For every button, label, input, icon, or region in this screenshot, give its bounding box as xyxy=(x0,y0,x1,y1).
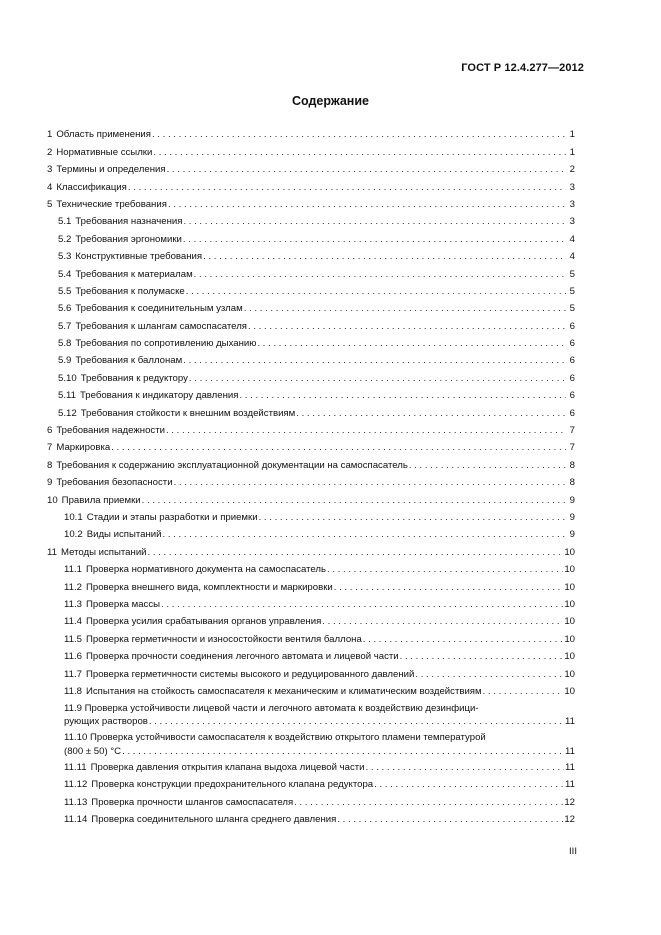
toc-entry-title: Конструктивные требования xyxy=(75,251,203,263)
toc-entry-page: 6 xyxy=(569,407,575,419)
toc-entry-title: Требования эргономики xyxy=(75,233,182,245)
toc-leader-dots xyxy=(111,442,566,454)
toc-entry-number: 11.3 xyxy=(64,598,82,610)
toc-entry-page: 10 xyxy=(564,581,575,593)
toc-entry-page: 12 xyxy=(564,796,575,808)
toc-entry-title: Требования безопасности xyxy=(56,477,173,489)
toc-entry[interactable] xyxy=(47,454,575,471)
toc-entry-title: Проверка нормативного документа на самоспасатель xyxy=(85,564,327,576)
toc-entry[interactable] xyxy=(47,809,575,826)
toc-entry-page: 3 xyxy=(569,198,575,210)
toc-entry-page: 9 xyxy=(569,511,575,523)
toc-leader-dots xyxy=(239,390,566,402)
toc-entry-page: 10 xyxy=(564,564,575,576)
toc-entry[interactable] xyxy=(47,646,575,663)
toc-entry-title: Требования назначения xyxy=(75,216,183,228)
toc-entry-number: 3 xyxy=(47,164,53,176)
toc-entry-number: 7 xyxy=(47,442,53,454)
toc-entry[interactable] xyxy=(47,489,575,506)
toc-entry-page: 11 xyxy=(565,762,575,774)
toc-entry[interactable] xyxy=(47,246,575,263)
toc-entry-title: Область применения xyxy=(56,129,151,141)
toc-entry-number: 5.7 xyxy=(58,320,72,332)
toc-entry-page: 4 xyxy=(569,251,575,263)
toc-leader-dots xyxy=(296,408,566,420)
toc-entry-title: Проверка усилия срабатывания органов управления xyxy=(85,616,322,628)
toc-entry-number: 5.10 xyxy=(58,372,77,384)
toc-entry-number: 10.2 xyxy=(64,529,83,541)
toc-leader-dots xyxy=(366,762,564,774)
toc-entry-title: Проверка устойчивости самоспасателя к воздействию открытого пламени температурой xyxy=(89,732,486,744)
toc-entry-number: 11.11 xyxy=(64,762,87,774)
toc-entry[interactable] xyxy=(47,385,575,402)
toc-entry-number: 5 xyxy=(47,198,53,210)
toc-leader-dots xyxy=(142,495,566,507)
toc-entry-title: Проверка устойчивости лицевой части и легочного автомата к воздействию дезинфици- xyxy=(84,702,479,714)
toc-entry-page: 8 xyxy=(569,459,575,471)
toc-entry[interactable] xyxy=(47,281,575,298)
toc-entry[interactable] xyxy=(47,472,575,489)
toc-leader-dots xyxy=(183,216,566,228)
toc-entry-number: 11.1 xyxy=(64,564,82,576)
toc-entry-line xyxy=(47,727,575,744)
toc-entry-number: 11.12 xyxy=(64,779,88,791)
toc-entry[interactable] xyxy=(47,350,575,367)
toc-entry-page: 5 xyxy=(569,303,575,315)
toc-entry[interactable] xyxy=(47,263,575,280)
toc-entry-page: 10 xyxy=(564,616,575,628)
toc-entry-number: 5.12 xyxy=(58,407,77,419)
toc-entry[interactable] xyxy=(47,727,575,756)
toc-entry-number: 5.3 xyxy=(58,251,72,263)
toc-entry[interactable] xyxy=(47,194,575,211)
toc-leader-dots xyxy=(203,251,566,263)
toc-entry-line xyxy=(47,745,575,757)
toc-entry-title-line1 xyxy=(64,727,575,744)
toc-entry-page: 10 xyxy=(564,633,575,645)
toc-entry-line xyxy=(47,698,575,715)
toc-entry-page: 5 xyxy=(569,268,575,280)
toc-leader-dots xyxy=(363,634,564,646)
toc-entry-number: 11.5 xyxy=(64,633,82,645)
toc-entry-title: Классификация xyxy=(56,181,127,193)
toc-entry-title: Проверка соединительного шланга среднего давления xyxy=(91,814,337,826)
toc-leader-dots xyxy=(166,425,566,437)
toc-entry-title: Требования к материалам xyxy=(75,268,193,280)
toc-leader-dots xyxy=(374,779,564,791)
toc-entry-number: 4 xyxy=(47,181,53,193)
toc-entry[interactable] xyxy=(47,594,575,611)
toc-entry-number: 5.8 xyxy=(58,338,72,350)
toc-leader-dots xyxy=(152,129,566,141)
toc-entry-page: 2 xyxy=(569,164,575,176)
toc-leader-dots xyxy=(337,814,563,826)
toc-leader-dots xyxy=(148,547,564,559)
toc-entry-title: Требования по сопротивлению дыханию xyxy=(75,338,257,350)
toc-entry-number: 11 xyxy=(47,546,57,558)
toc-leader-dots xyxy=(149,716,564,727)
toc-entry-page: 6 xyxy=(569,372,575,384)
toc-entry-number: 5.9 xyxy=(58,355,72,367)
toc-entry-title: Технические требования xyxy=(56,198,167,210)
toc-entry-title: Требования к полумаске xyxy=(75,285,185,297)
toc-entry-title: Методы испытаний xyxy=(60,546,147,558)
toc-leader-dots xyxy=(259,512,566,524)
toc-entry[interactable] xyxy=(47,611,575,628)
toc-entry[interactable] xyxy=(47,628,575,645)
toc-entry-number: 9 xyxy=(47,477,53,489)
toc-entry-title: Проверка прочности соединения легочного автомата и лицевой части xyxy=(85,651,399,663)
toc-entry[interactable] xyxy=(47,791,575,808)
toc-entry-number: 11.7 xyxy=(64,668,82,680)
toc-entry[interactable] xyxy=(47,774,575,791)
toc-entry[interactable] xyxy=(47,541,575,558)
toc-entry-number: 8 xyxy=(47,459,53,471)
toc-entry[interactable] xyxy=(47,211,575,228)
toc-entry-number: 11.13 xyxy=(64,796,88,808)
toc-entry-page: 7 xyxy=(569,425,575,437)
toc-entry-number: 5.2 xyxy=(58,233,72,245)
toc-entry-title: Виды испытаний xyxy=(86,529,162,541)
toc-entry-number: 11.9 xyxy=(64,702,85,714)
toc-leader-dots xyxy=(128,182,566,194)
toc-entry-page: 1 xyxy=(569,129,575,141)
toc-entry-title: Требования к шлангам самоспасателя xyxy=(75,320,247,332)
toc-entry-page: 6 xyxy=(569,355,575,367)
toc-entry-number: 11.4 xyxy=(64,616,82,628)
toc-entry-number: 11.6 xyxy=(64,651,82,663)
toc-entry-title-line1 xyxy=(64,698,575,715)
toc-entry-page: 8 xyxy=(569,477,575,489)
toc-entry[interactable] xyxy=(47,524,575,541)
toc-entry-number: 10.1 xyxy=(64,511,83,523)
toc-entry-title-line2: рующих растворов xyxy=(64,716,148,728)
toc-entry-title: Испытания на стойкость самоспасателя к механическим и климатическим воздействиям xyxy=(85,685,482,697)
toc-leader-dots xyxy=(322,616,563,628)
toc-entry-number: 5.6 xyxy=(58,303,72,315)
toc-leader-dots xyxy=(415,669,563,681)
toc-entry-page: 9 xyxy=(569,529,575,541)
toc-entry-title: Требования к редуктору xyxy=(80,372,188,384)
toc-leader-dots xyxy=(257,338,566,350)
toc-entry[interactable] xyxy=(47,298,575,315)
toc-leader-dots xyxy=(183,355,566,367)
toc-entry-title: Требования надежности xyxy=(56,425,165,437)
toc-entry-number: 11.2 xyxy=(64,581,82,593)
toc-entry-page: 10 xyxy=(564,651,575,663)
toc-leader-dots xyxy=(168,199,566,211)
toc-entry-page: 6 xyxy=(569,338,575,350)
document-code: ГОСТ Р 12.4.277—2012 xyxy=(461,62,584,74)
toc-leader-dots xyxy=(183,234,566,246)
toc-entry-title: Проверка прочности шлангов самоспасателя xyxy=(91,796,294,808)
toc-leader-dots xyxy=(409,460,566,472)
toc-leader-dots xyxy=(153,147,566,159)
toc-entry-title: Требования к содержанию эксплуатационной документации на самоспасатель xyxy=(56,459,408,471)
toc-entry-page: 10 xyxy=(564,598,575,610)
toc-leader-dots xyxy=(163,529,567,541)
toc-entry-page: 11 xyxy=(565,745,575,757)
toc-entry-page: 11 xyxy=(565,779,575,791)
toc-entry-title: Требования к индикатору давления xyxy=(79,390,239,402)
toc-entry-page: 5 xyxy=(569,285,575,297)
toc-entry[interactable] xyxy=(47,420,575,437)
toc-leader-dots xyxy=(244,303,566,315)
toc-entry-title: Правила приемки xyxy=(61,494,141,506)
toc-entry[interactable] xyxy=(47,681,575,698)
table-of-contents xyxy=(47,124,575,826)
toc-entry[interactable] xyxy=(47,333,575,350)
toc-leader-dots xyxy=(194,269,566,281)
toc-entry[interactable] xyxy=(47,141,575,158)
toc-entry-title: Нормативные ссылки xyxy=(56,146,153,158)
page-title: Содержание xyxy=(291,94,369,108)
toc-entry-page: 12 xyxy=(564,814,575,826)
toc-entry-title: Требования стойкости к внешним воздействиям xyxy=(80,407,296,419)
toc-entry-page: 10 xyxy=(564,668,575,680)
toc-leader-dots xyxy=(248,321,566,333)
toc-entry[interactable] xyxy=(47,402,575,419)
toc-entry-number: 11.10 xyxy=(64,732,90,744)
toc-entry-page: 3 xyxy=(569,216,575,228)
toc-entry[interactable] xyxy=(47,124,575,141)
toc-leader-dots xyxy=(334,582,564,594)
toc-entry-page: 10 xyxy=(564,685,575,697)
toc-entry-title: Проверка герметичности и износостойкости вентиля баллона xyxy=(85,633,362,645)
toc-entry-number: 5.1 xyxy=(58,216,72,228)
toc-entry-number: 5.4 xyxy=(58,268,72,280)
toc-entry-number: 2 xyxy=(47,146,53,158)
toc-entry[interactable] xyxy=(47,315,575,332)
toc-leader-dots xyxy=(167,164,566,176)
toc-entry-line xyxy=(47,715,575,727)
toc-leader-dots xyxy=(122,746,564,757)
toc-leader-dots xyxy=(189,373,566,385)
toc-leader-dots xyxy=(174,477,566,489)
toc-entry-page: 3 xyxy=(569,181,575,193)
toc-entry-title: Проверка давления открытия клапана выдоха лицевой части xyxy=(90,762,365,774)
toc-entry-number: 5.11 xyxy=(58,390,76,402)
toc-entry-title: Проверка конструкции предохранительного клапана редуктора xyxy=(91,779,374,791)
toc-entry-number: 10 xyxy=(47,494,58,506)
toc-entry[interactable] xyxy=(47,507,575,524)
toc-entry-page: 7 xyxy=(569,442,575,454)
toc-entry-number: 11.14 xyxy=(64,814,88,826)
toc-entry-title: Проверка герметичности системы высокого и редуцированного давлений xyxy=(85,668,415,680)
toc-entry-page: 11 xyxy=(565,716,575,728)
toc-entry[interactable] xyxy=(47,367,575,384)
toc-entry[interactable] xyxy=(47,176,575,193)
toc-entry-page: 6 xyxy=(569,390,575,402)
toc-entry-title: Проверка внешнего вида, комплектности и маркировки xyxy=(85,581,333,593)
toc-entry-page: 10 xyxy=(564,546,575,558)
toc-entry[interactable] xyxy=(47,159,575,176)
toc-leader-dots xyxy=(294,797,563,809)
toc-entry[interactable] xyxy=(47,228,575,245)
toc-entry-page: 4 xyxy=(569,233,575,245)
toc-entry-title: Стадии и этапы разработки и приемки xyxy=(86,511,258,523)
toc-entry[interactable] xyxy=(47,437,575,454)
toc-entry[interactable] xyxy=(47,698,575,727)
toc-leader-dots xyxy=(400,651,564,663)
page-number: III xyxy=(569,846,577,857)
toc-entry-title: Требования к соединительным узлам xyxy=(75,303,243,315)
toc-entry[interactable] xyxy=(47,757,575,774)
toc-entry-number: 6 xyxy=(47,425,53,437)
toc-entry-number: 5.5 xyxy=(58,285,72,297)
toc-entry-title: Термины и определения xyxy=(56,164,166,176)
toc-entry-title: Требования к баллонам xyxy=(75,355,183,367)
toc-leader-dots xyxy=(483,686,564,698)
toc-entry[interactable] xyxy=(47,559,575,576)
toc-entry[interactable] xyxy=(47,576,575,593)
toc-entry-title-line2: (800 ± 50) °C xyxy=(64,745,122,757)
toc-entry-number: 1 xyxy=(47,129,53,141)
toc-entry-title: Маркировка xyxy=(56,442,111,454)
toc-leader-dots xyxy=(161,599,563,611)
toc-entry[interactable] xyxy=(47,663,575,680)
toc-entry-number: 11.8 xyxy=(64,685,82,697)
toc-entry-page: 9 xyxy=(569,494,575,506)
toc-leader-dots xyxy=(186,286,566,298)
toc-entry-page: 1 xyxy=(569,146,575,158)
toc-leader-dots xyxy=(327,564,563,576)
toc-entry-title: Проверка массы xyxy=(85,598,161,610)
toc-entry-page: 6 xyxy=(569,320,575,332)
